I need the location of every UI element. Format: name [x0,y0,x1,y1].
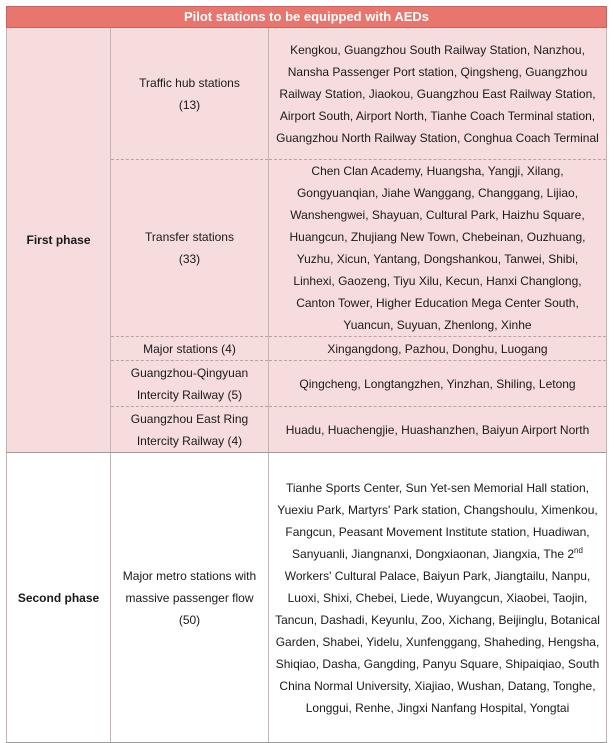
category-name: Traffic hub stations [139,75,240,90]
aed-table-container [6,6,606,743]
stations-cell: Kengkou, Guangzhou South Railway Station, Nanzhou, Nansha Passenger Port station, Qingsheng, Guangzhou Railway Station, Jiaokou, Guangzhou East Railway Station, Airport South, Airport North, Tianhe Coach Terminal station, Guangzhou North Railway Station, Conghua Coach Terminal [269,28,607,160]
category-count: (33) [178,252,201,266]
phase-second-label: Second phase [7,453,111,743]
table-row [7,28,607,160]
ordinal-suffix: nd [574,545,583,555]
phase-first-label: First phase [7,28,111,453]
category-cell [111,453,269,743]
category-cell [111,160,269,337]
stations-cell: Huadu, Huachengjie, Huashanzhen, Baiyun Airport North [269,407,607,453]
stations-cell [269,453,607,743]
stations-cell: Qingcheng, Longtangzhen, Yinzhan, Shiling, Letong [269,361,607,407]
stations-cell: Chen Clan Academy, Huangsha, Yangji, Xilang, Gongyuanqian, Jiahe Wanggang, Changgang, Lijiao, Wanshengwei, Shayuan, Cultural Park, Haizhu Square, Huangcun, Zhujiang New Town, Chebeinan, Ouzhuang, Yuzhu, Xicun, Yantang, Dongshankou, Tanwei, Shibi, Linhexi, Gaozeng, Tiyu Xilu, Kecun, Hanxi Changlong, Canton Tower, Higher Education Mega Center South, Yuancun, Suyuan, Zhenlong, Xinhe [269,160,607,337]
category-cell: Major stations (4) [111,337,269,361]
stations-text-part2: Workers' Cultural Palace, Baiyun Park, Jiangtailu, Nanpu, Luoxi, Shixi, Chebei, Liede, Wuyangcun, Xiaobei, Taojin, Tancun, Dashadi, Keyunlu, Zoo, Xichang, Beijinglu, Botanical Garden, Shabei, Yidelu, Xunfenggang, Shaheding, Hengsha, Shiqiao, Dasha, Gangding, Panyu Square, Shipaiqiao, South China Normal University, Xiajiao, Wushan, Datang, Tonghe, Longgui, Renhe, Jingxi Nanfang Hospital, Yongtai [275,568,600,715]
category-count: (13) [178,97,201,112]
table-title: Pilot stations to be equipped with AEDs [7,7,607,28]
category-count: (50) [178,612,201,627]
category-name: Major metro stations with massive passenger flow [122,568,257,605]
category-cell [111,28,269,160]
aed-stations-table [6,6,607,743]
table-row [7,453,607,743]
category-cell: Guangzhou East Ring Intercity Railway (4) [111,407,269,453]
category-name: Transfer stations [145,230,234,244]
stations-cell: Xingangdong, Pazhou, Donghu, Luogang [269,337,607,361]
category-cell: Guangzhou-Qingyuan Intercity Railway (5) [111,361,269,407]
stations-text-part1: Tianhe Sports Center, Sun Yet-sen Memorial Hall station, Yuexiu Park, Martyrs' Park station, Changshoulu, Ximenkou, Fangcun, Peasant Movement Institute station, Huadiwan, Sanyuanli, Jiangnanxi, Dongxiaonan, Jiangxia, The 2 [277,480,598,561]
